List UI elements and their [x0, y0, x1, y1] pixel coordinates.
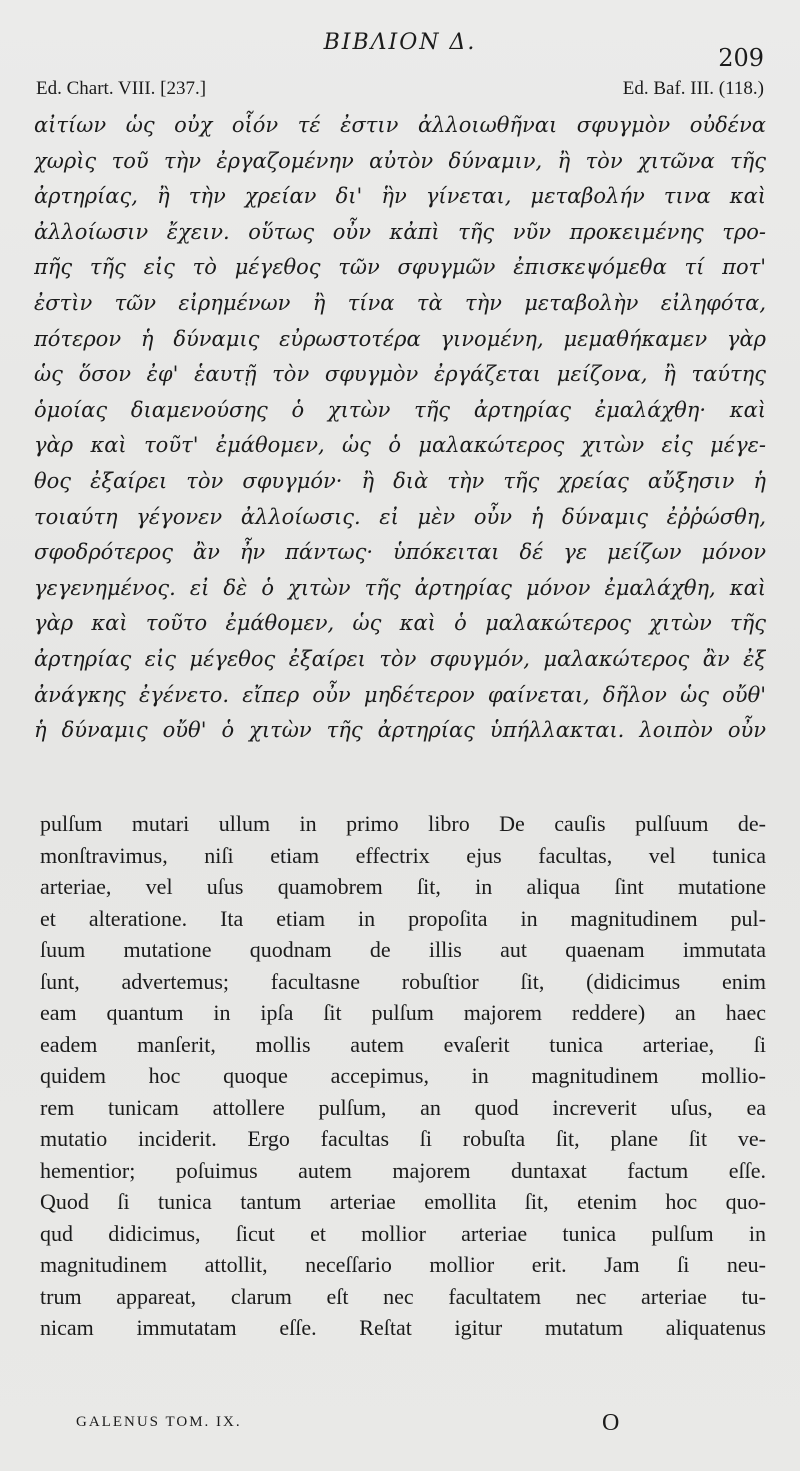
edition-reference-chartier: Ed. Chart. VIII. [237.] [36, 78, 207, 99]
greek-text-line: χωρὶς τοῦ τὴν ἐργαζομένην αὐτὸν δύναμιν, ἢ τὸν χιτῶνα τῆς [34, 148, 766, 173]
signature-line: GALENUS TOM. IX. [76, 1414, 242, 1430]
latin-text-line: arteriae, vel uſus quamobrem ſit, in aliqua ſint mutatione [40, 874, 766, 899]
latin-text-line: eam quantum in ipſa ſit pulſum majorem reddere) an haec [40, 1000, 766, 1025]
latin-text-line: eadem manſerit, mollis autem evaſerit tunica arteriae, ſi [40, 1031, 766, 1057]
greek-text-line: ἡ δύναμις οὔθ' ὁ χιτὼν τῆς ἀρτηρίας ὑπήλλακται. λοιπὸν οὖν [34, 718, 766, 743]
running-head: ΒΙΒΛΙΟΝ Δ. [323, 30, 477, 55]
greek-text-line: ὡς ὅσον ἐφ' ἑαυτῇ τὸν σφυγμὸν ἐργάζεται μείζονα, ἢ ταύτης [34, 362, 766, 387]
greek-text-line: ἀρτηρίας εἰς μέγεθος ἐξαίρει τὸν σφυγμόν, μαλακώτερος ἂν ἐξ [34, 646, 766, 671]
greek-text-line: γὰρ καὶ τοῦτ' ἐμάθομεν, ὡς ὁ μαλακώτερος χιτὼν εἰς μέγε- [34, 433, 766, 458]
greek-text-line: ἀρτηρίας, ἢ τὴν χρείαν δι' ἣν γίνεται, μεταβολήν τινα καὶ [34, 184, 766, 209]
latin-text-line: rem tunicam attollere pulſum, an quod increverit uſus, ea [40, 1094, 766, 1120]
latin-text-line: et alteratione. Ita etiam in propoſita in magnitudinem pul- [40, 905, 766, 931]
edition-reference-basel: Ed. Baf. III. (118.) [622, 78, 764, 99]
latin-text-line: qud didicimus, ſicut et mollior arteriae tunica pulſum in [40, 1220, 766, 1246]
greek-text-line: πῆς τῆς εἰς τὸ μέγεθος τῶν σφυγμῶν ἐπισκεψόμεθα τί ποτ' [34, 255, 766, 280]
latin-text-line: monſtravimus, niſi etiam effectrix ejus facultas, vel tunica [40, 842, 766, 868]
latin-text-line: nicam immutatam eſſe. Reſtat igitur mutatum aliquatenus [40, 1315, 766, 1340]
greek-text-line: ἀλλοίωσιν ἔχειν. οὕτως οὖν κἀπὶ τῆς νῦν προκειμένης τρο- [34, 219, 766, 244]
latin-text-line: magnitudinem attollit, neceſſario mollior erit. Jam ſi neu- [40, 1252, 766, 1277]
greek-text-line: αἰτίων ὡς οὐχ οἷόν τέ ἐστιν ἀλλοιωθῆναι σφυγμὸν οὐδένα [34, 113, 766, 137]
greek-text-line: σφοδρότερος ἂν ἦν πάντως· ὑπόκειται δέ γε μείζων μόνον [34, 540, 766, 565]
latin-text-line: mutatio inciderit. Ergo facultas ſi robuſta ſit, plane ſit ve- [40, 1126, 766, 1151]
latin-text-line: quidem hoc quoque accepimus, in magnitudinem mollio- [40, 1063, 766, 1088]
greek-text-line: ἐστὶν τῶν εἰρημένων ἢ τίνα τὰ τὴν μεταβολὴν εἰληφότα, [34, 290, 766, 315]
greek-text-block [34, 108, 766, 749]
latin-text-line: pulſum mutari ullum in primo libro De cauſis pulſuum de- [40, 811, 766, 836]
greek-text-line: θος ἐξαίρει τὸν σφυγμόν· ἢ διὰ τὴν τῆς χρείας αὔξησιν ἡ [34, 468, 766, 493]
greek-text-line: γεγενημένος. εἰ δὲ ὁ χιτὼν τῆς ἀρτηρίας μόνον ἐμαλάχθη, καὶ [34, 575, 766, 600]
greek-text-line: ἀνάγκης ἐγένετο. εἴπερ οὖν μηδέτερον φαίνεται, δῆλον ὡς οὔθ' [34, 682, 766, 707]
latin-text-block [40, 808, 766, 1344]
greek-text-line: γὰρ καὶ τοῦτο ἐμάθομεν, ὡς καὶ ὁ μαλακώτερος χιτὼν τῆς [34, 611, 766, 636]
signature-mark: O [602, 1410, 620, 1436]
latin-text-line: ſunt, advertemus; facultasne robuſtior ſit, (didicimus enim [40, 968, 766, 994]
greek-text-line: πότερον ἡ δύναμις εὐρωστοτέρα γινομένη, μεμαθήκαμεν γὰρ [34, 326, 766, 351]
latin-text-line: trum appareat, clarum eſt nec facultatem nec arteriae tu- [40, 1283, 766, 1309]
latin-text-line: ſuum mutatione quodnam de illis aut quaenam immutata [40, 937, 766, 962]
latin-text-line: Quod ſi tunica tantum arteriae emollita ſit, etenim hoc quo- [40, 1189, 766, 1214]
greek-text-line: ὁμοίας διαμενούσης ὁ χιτὼν τῆς ἀρτηρίας ἐμαλάχθη· καὶ [34, 397, 766, 422]
latin-text-line: hementior; poſuimus autem majorem duntaxat factum eſſe. [40, 1157, 766, 1183]
greek-text-line: τοιαύτη γέγονεν ἀλλοίωσις. εἰ μὲν οὖν ἡ δύναμις ἐῤῥώσθη, [34, 504, 766, 529]
page-number: 209 [718, 44, 764, 72]
